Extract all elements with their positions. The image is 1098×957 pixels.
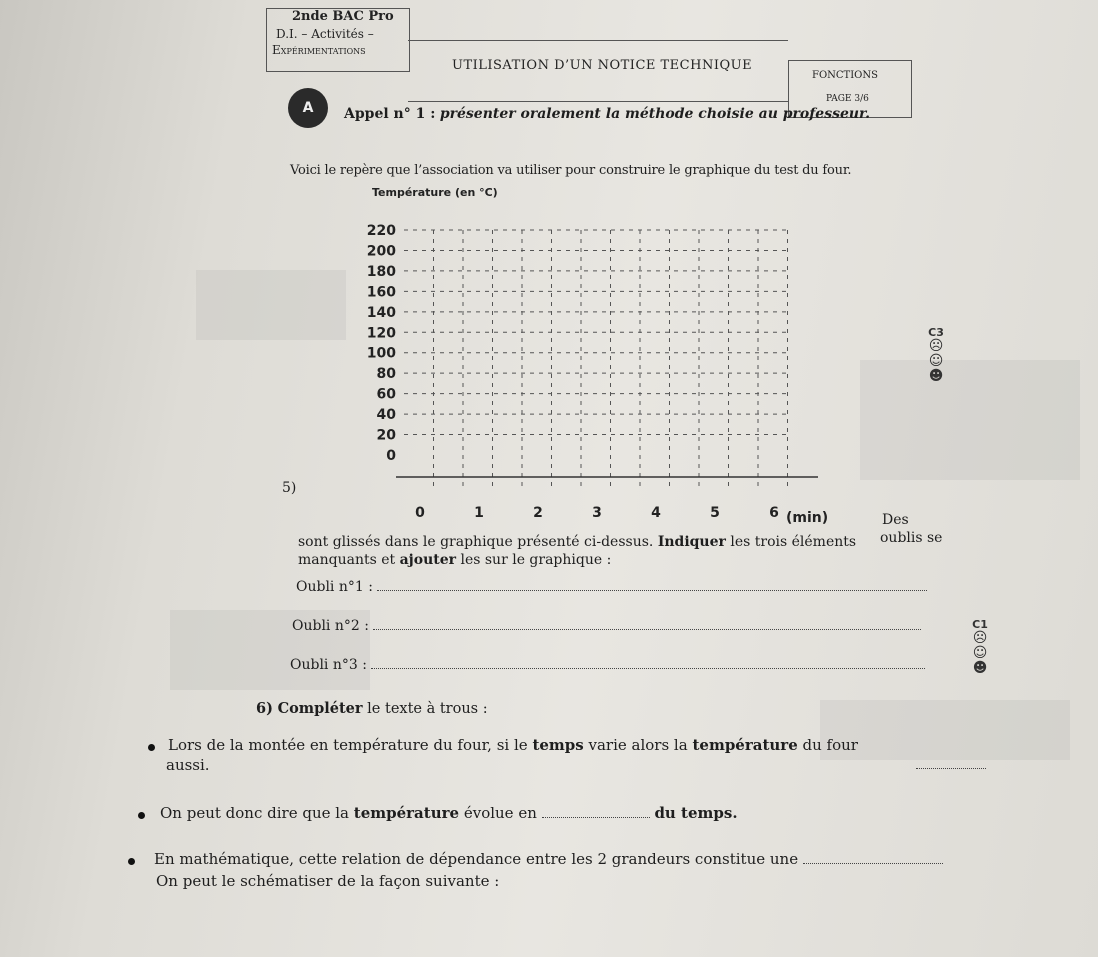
b3-b: On peut le schématiser de la façon suivante : [156,872,500,890]
speaker-icon: A [288,88,328,128]
y-tick-label: 140 [366,304,396,321]
neutral-face-icon: ☺ [972,645,988,661]
x-tick-label: 5 [710,505,720,521]
y-tick-label: 20 [376,427,396,444]
oubli-3-blank[interactable] [371,668,925,669]
b2-b: température [353,804,460,822]
happy-face-icon: ☻ [972,660,988,676]
question-5-des: Des [882,512,909,528]
question-6-title: Compléter [277,700,363,717]
b3-a: En mathématique, cette relation de dépendance entre les 2 grandeurs constitue une [154,850,799,868]
question-5-rest: les trois éléments [730,534,857,550]
page-number: PAGE 3/6 [826,94,869,104]
oubli-2-blank[interactable] [373,629,921,630]
neutral-face-icon: ☺ [928,353,944,369]
y-tick-label: 0 [386,448,396,464]
bullet-2-line [160,804,738,822]
y-tick-label: 160 [366,284,396,301]
class-label: 2nde BAC Pro [292,9,394,24]
y-tick-label: 40 [376,407,396,424]
y-tick-label: 80 [376,366,396,383]
b2-a: On peut donc dire que la [160,804,349,822]
oubli-1-blank[interactable] [377,590,927,591]
bullet-3 [128,858,135,865]
y-tick-label: 200 [366,243,396,260]
question-5-sur: les sur le graphique : [460,552,612,568]
question-5-number: 5) [282,480,297,496]
x-tick-label: 3 [592,505,602,521]
oubli-3-row[interactable] [290,657,925,673]
b1-c: varie alors la [588,736,688,754]
x-tick-label: 4 [651,505,661,521]
question-5-line3 [298,552,611,568]
activity-line-1: D.I. – Activités – [276,27,374,41]
bullet-1 [148,744,155,751]
question-5-manquants: manquants et [298,552,396,568]
question-5-oublis: oublis se [880,530,943,546]
b2-d: du temps. [654,804,738,822]
competence-c1 [969,618,991,676]
blank-3[interactable] [803,863,943,864]
question-5-indiquer: Indiquer [657,534,726,550]
competence-label: C1 [972,618,988,631]
competence-c3 [926,326,946,384]
b1-d: température [692,736,798,754]
x-tick-label: 6 [769,505,779,521]
b2-c: évolue en [463,804,537,822]
sad-face-icon: ☹ [928,338,944,354]
x-tick-label: 0 [415,505,425,521]
y-tick-label: 180 [366,263,396,280]
activity-line-2: Expérimentations [272,43,366,57]
chart-grid [396,230,818,491]
x-axis-label: (min) [786,510,829,526]
sad-face-icon: ☹ [972,630,988,646]
x-tick-label: 1 [474,505,484,521]
question-6-heading [256,700,488,717]
oubli-1-label: Oubli n°1 : [296,579,373,595]
blank-2[interactable] [542,817,650,818]
question-6-title-rest: le texte à trous : [367,701,488,717]
bullet-3-line1 [154,850,943,868]
b1-e: du four [802,736,858,754]
y-tick-label: 120 [366,325,396,342]
domain-label: FONCTIONS [812,70,878,81]
y-tick-label: 100 [366,345,396,362]
oubli-1-row[interactable] [296,579,927,595]
competence-label: C3 [928,326,944,339]
question-5-ajouter: ajouter [399,552,457,568]
question-6-number: 6) [256,700,273,717]
intro-text: Voici le repère que l’association va utiliser pour construire le graphique du test du four. [290,163,852,178]
blank-1[interactable] [916,768,986,769]
appel-text: présenter oralement la méthode choisie au professeur. [439,106,871,122]
oubli-2-label: Oubli n°2 : [292,618,369,634]
y-tick-label: 60 [376,386,396,403]
oubli-2-row[interactable] [292,618,921,634]
bullet-1-line1 [168,736,858,754]
appel-label: Appel n° 1 : [344,106,436,122]
y-axis-label: Température (en °C) [372,186,498,199]
b1-f: aussi. [166,756,210,774]
oubli-3-label: Oubli n°3 : [290,657,367,673]
happy-face-icon: ☻ [928,368,944,384]
question-5-sont: sont glissés dans le graphique présenté ci-dessus. [298,534,654,550]
question-5-line2 [298,534,856,550]
b1-a: Lors de la montée en température du four, si le [168,736,528,754]
y-tick-label: 220 [366,223,396,239]
b1-b: temps [532,736,584,754]
x-tick-label: 2 [533,505,543,521]
bullet-2 [138,812,145,819]
document-title: UTILISATION D’UN NOTICE TECHNIQUE [452,58,753,73]
